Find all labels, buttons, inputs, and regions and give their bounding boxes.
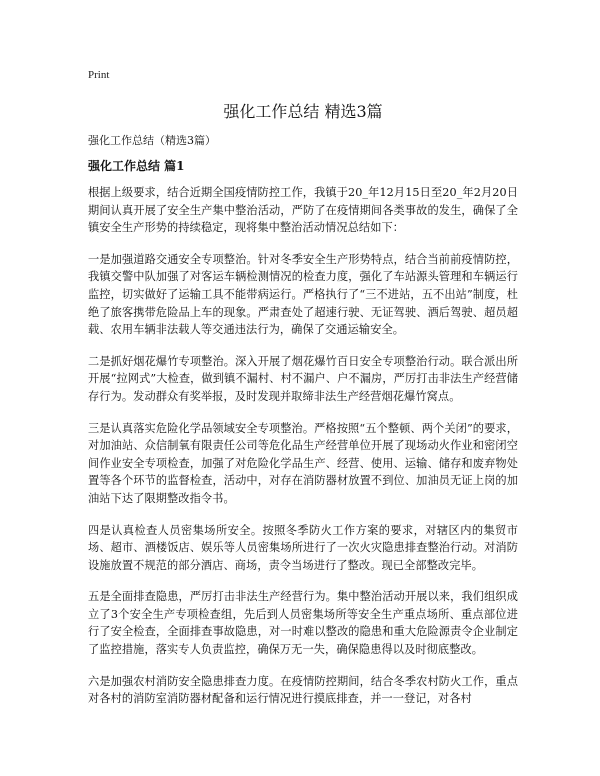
document-title: 强化工作总结 精选3篇 [223,102,383,121]
paragraph-crowded-places: 四是认真检查人员密集场所安全。按照冬季防火工作方案的要求，对辖区内的集贸市场、超市、酒楼饭店、娱乐等人员密集场所进行了一次火灾隐患排查整治行动。对消防设施放置不规范的部分酒店、商场，责令当场进行了整改。现已全部整改完毕。 [88,523,518,572]
paragraph-rural-fire-safety: 六是加强农村消防安全隐患排查力度。在疫情防控期间，结合冬季农村防火工作，重点对各村的消防室消防器材配备和运行情况进行摸底排查，并一一登记，对各村 [88,674,518,706]
document-subtitle: 强化工作总结（精选3篇） [88,134,216,147]
paragraph-traffic-safety: 一是加强道路交通安全专项整治。针对冬季安全生产形势特点，结合当前前疫情防控，我镇交警中队加强了对客运车辆检测情况的检查力度，强化了车站源头管理和车辆运行监控，切实做好了运输工具不能带病运行。严格执行了“三不进站，五不出站”制度，杜绝了旅客携带危险品上车的现象。严肃查处了超速行驶、无证驾驶、酒后驾驶、超员超载、农用车辆非法载人等交通违法行为，确保了交通运输安全。 [88,252,518,337]
print-label: Print [88,69,110,81]
paragraph-fireworks: 二是抓好烟花爆竹专项整治。深入开展了烟花爆竹百日安全专项整治行动。联合派出所开展“拉网式”大检查，做到镇不漏村、村不漏户、户不漏房，严厉打击非法生产经营储存行为。发动群众有奖举报，及时发现并取缔非法生产经营烟花爆竹窝点。 [88,354,518,403]
paragraph-intro: 根据上级要求，结合近期全国疫情防控工作，我镇于20_年12月15日至20_年2月20日期间认真开展了安全生产集中整治活动，严防了在疫情期间各类事故的发生，确保了全镇安全生产形势的持续稳定，现将集中整治活动情况总结如下： [88,186,518,235]
document-page [88,68,518,722]
paragraph-hazardous-chemicals: 三是认真落实危险化学品领域安全专项整治。严格按照“五个整顿、两个关闭”的要求，对加油站、众信制氧有限责任公司等危化品生产经营单位开展了现场动火作业和密闭空间作业安全专项检查，加强了对危险化学品生产、经营、使用、运输、储存和废弃物处置等各个环节的监督检查，活动中，对存在消防器材放置不到位、加油员无证上岗的加油站下达了限期整改指令书。 [88,421,518,505]
paragraph-hazard-inspection: 五是全面排查隐患，严厉打击非法生产经营行为。集中整治活动开展以来，我们组织成立了3个安全生产专项检查组，先后到人员密集场所等安全生产重点场所、重点部位进行了安全检查，全面排查事故隐患，对一时难以整改的隐患和重大危险源责令企业制定了监控措施，落实专人负责监控，确保万无一失，确保隐患得以及时彻底整改。 [88,590,518,657]
section-heading: 强化工作总结 篇1 [88,159,185,173]
